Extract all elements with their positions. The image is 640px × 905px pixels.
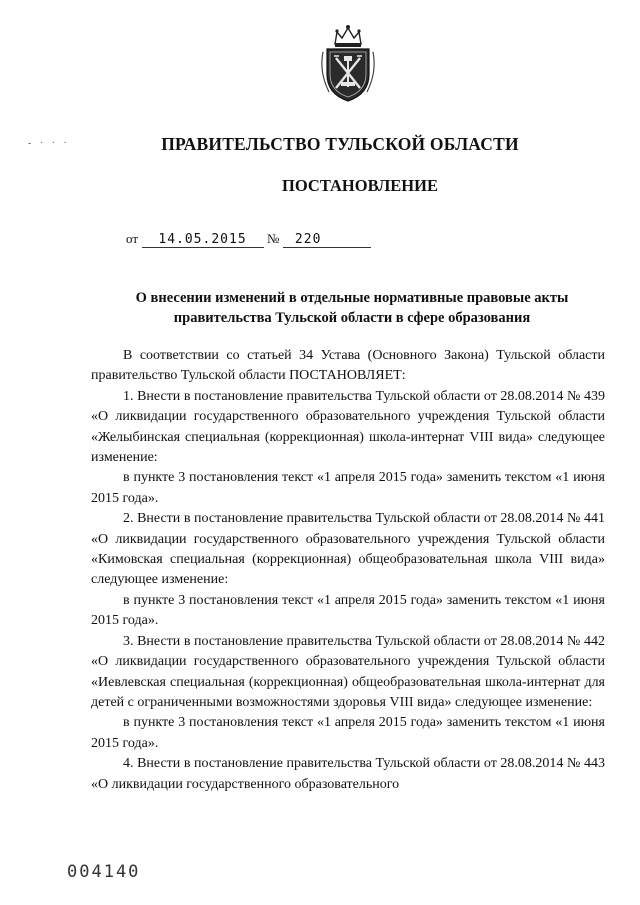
document-body — [91, 346, 605, 795]
number-field: 220 — [283, 233, 371, 248]
date-label: от — [126, 231, 139, 246]
paragraph-item-3-change: в пункте 3 постановления текст «1 апреля 2015 года» заменить текстом «1 июня 2015 года». — [91, 715, 605, 751]
date-field: 14.05.2015 — [142, 233, 264, 248]
paragraph-item-3: 3. Внести в постановление правительства Тульской области от 28.08.2014 № 442 «О ликвидации государственного образовательного учреждения Тульской области «Иевлевская специальная (коррекционная) общеобразовательная школа-интернат для детей с ограниченными возможностями здоровья VIII вида» следующее изменение: — [91, 633, 605, 710]
subject-line-2: правительства Тульской области в сфере образования — [173, 310, 531, 326]
subject-line-1: О внесении изменений в отдельные нормативные правовые акты — [135, 290, 569, 306]
date-number-line — [126, 231, 371, 248]
paragraph-item-1-change: в пункте 3 постановления текст «1 апреля 2015 года» заменить текстом «1 июня 2015 года». — [91, 470, 605, 506]
paragraph-item-2: 2. Внести в постановление правительства Тульской области от 28.08.2014 № 441 «О ликвидации государственного образовательного учреждения Тульской области «Кимовская специальная (коррекционная) общеобразовательная школа VIII вида» следующее изменение: — [91, 511, 605, 588]
document-type: ПОСТАНОВЛЕНИЕ — [282, 176, 438, 195]
document-subject — [92, 288, 612, 328]
number-label: № — [267, 231, 280, 246]
scan-margin-marks: - · · · — [28, 138, 70, 149]
tula-coat-of-arms-icon — [317, 22, 379, 104]
paragraph-item-2-change: в пункте 3 постановления текст «1 апреля 2015 года» заменить текстом «1 июня 2015 года». — [91, 592, 605, 629]
paragraph-item-1: 1. Внести в постановление правительства Тульской области от 28.08.2014 № 439 «О ликвидации государственного образовательного учреждения Тульской области «Желыбинская специальная (коррекционная) школа-интернат VIII вида» следующее изменение: — [91, 388, 605, 466]
serial-number: 004140 — [67, 862, 141, 882]
paragraph-item-4: 4. Внести в постановление правительства Тульской области от 28.08.2014 № 443 «О ликвидации государственного образовательного — [91, 756, 605, 792]
government-title: ПРАВИТЕЛЬСТВО ТУЛЬСКОЙ ОБЛАСТИ — [161, 134, 519, 154]
paragraph-preamble: В соответствии со статьей 34 Устава (Основного Закона) Тульской области правительство Тульской области ПОСТАНОВЛЯЕТ: — [91, 348, 605, 384]
